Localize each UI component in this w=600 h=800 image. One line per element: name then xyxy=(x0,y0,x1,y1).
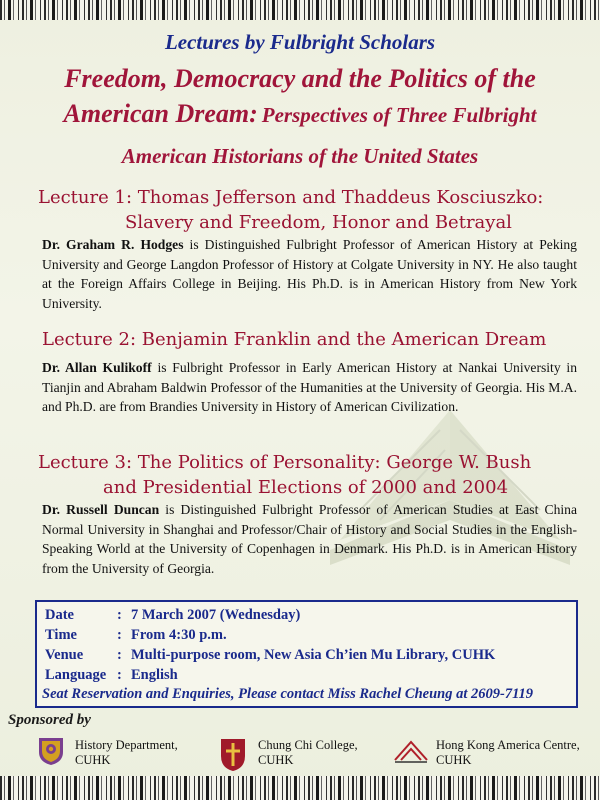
event-info-box xyxy=(35,600,578,708)
venue-row: Venue : Multi-purpose room, New Asia Ch’ien Mu Library, CUHK xyxy=(45,647,496,663)
language-row: Language : English xyxy=(45,667,178,683)
speaker-name: Dr. Allan Kulikoff xyxy=(42,360,152,375)
lecture-2-bio: Dr. Allan Kulikoff is Fulbright Professor in Early American History at Nankai University in Tianjin and Abraham Baldwin Professor of the Humanities at the University of Georgia. His M.A. and Ph.D. are from Brandies University in History of American Civilization. xyxy=(42,360,577,414)
speaker-name: Dr. Russell Duncan xyxy=(42,502,160,517)
sponsor-history-dept: History Department, CUHK xyxy=(75,738,178,767)
lecture-3-heading: Lecture 3: The Politics of Personality: George W. Bush and Presidential Elections of 2000 and 2004 xyxy=(38,452,532,498)
language-value: English xyxy=(131,667,178,683)
enquiries-line: Seat Reservation and Enquiries, Please contact Miss Rachel Cheung at 2609-7119 xyxy=(42,686,534,702)
title-line-2: American Dream: Perspectives of Three Fulbright xyxy=(63,99,537,128)
title-line-1: Freedom, Democracy and the Politics of the xyxy=(64,64,536,93)
cuhk-crest-icon xyxy=(38,736,64,766)
date-value: 7 March 2007 (Wednesday) xyxy=(131,607,301,623)
venue-value: Multi-purpose room, New Asia Ch’ien Mu Library, CUHK xyxy=(131,647,496,663)
chung-chi-shield-icon xyxy=(220,738,246,772)
time-value: From 4:30 p.m. xyxy=(131,627,227,643)
lecture-3-bio: Dr. Russell Duncan is Distinguished Fulbright Professor of American Studies at East China Normal University in Shanghai and Professor/Chair of History and Social Studies in the English-Speaking World at the University of Copenhagen in Denmark. His Ph.D. is in American History from the University of Georgia. xyxy=(42,502,577,576)
sponsor-chung-chi: Chung Chi College, CUHK xyxy=(258,738,358,767)
sponsor-hkac: Hong Kong America Centre, CUHK xyxy=(436,738,580,767)
speaker-name: Dr. Graham R. Hodges xyxy=(42,237,184,252)
bottom-barcode-border xyxy=(0,776,600,800)
time-row: Time : From 4:30 p.m. xyxy=(45,627,227,643)
lecture-1-bio: Dr. Graham R. Hodges is Distinguished Fulbright Professor of American History at Peking University and George Langdon Professor of History at Colgate University in NY. He also taught at the Foreign Affairs College in Beijing. His Ph.D. is in American History from New York University. xyxy=(42,237,577,311)
lecture-1-heading: Lecture 1: Thomas Jefferson and Thaddeus Kosciuszko: Slavery and Freedom, Honor and Betrayal xyxy=(38,187,544,233)
title-line-3: American Historians of the United States xyxy=(121,144,479,168)
lecture-2-heading: Lecture 2: Benjamin Franklin and the American Dream xyxy=(42,329,547,350)
series-title: Lectures by Fulbright Scholars xyxy=(164,30,436,54)
hkac-logo-icon xyxy=(393,738,429,764)
event-title xyxy=(0,62,600,176)
date-row: Date : 7 March 2007 (Wednesday) xyxy=(45,607,301,623)
top-barcode-border xyxy=(0,0,600,20)
sponsored-by-label: Sponsored by xyxy=(8,712,91,728)
